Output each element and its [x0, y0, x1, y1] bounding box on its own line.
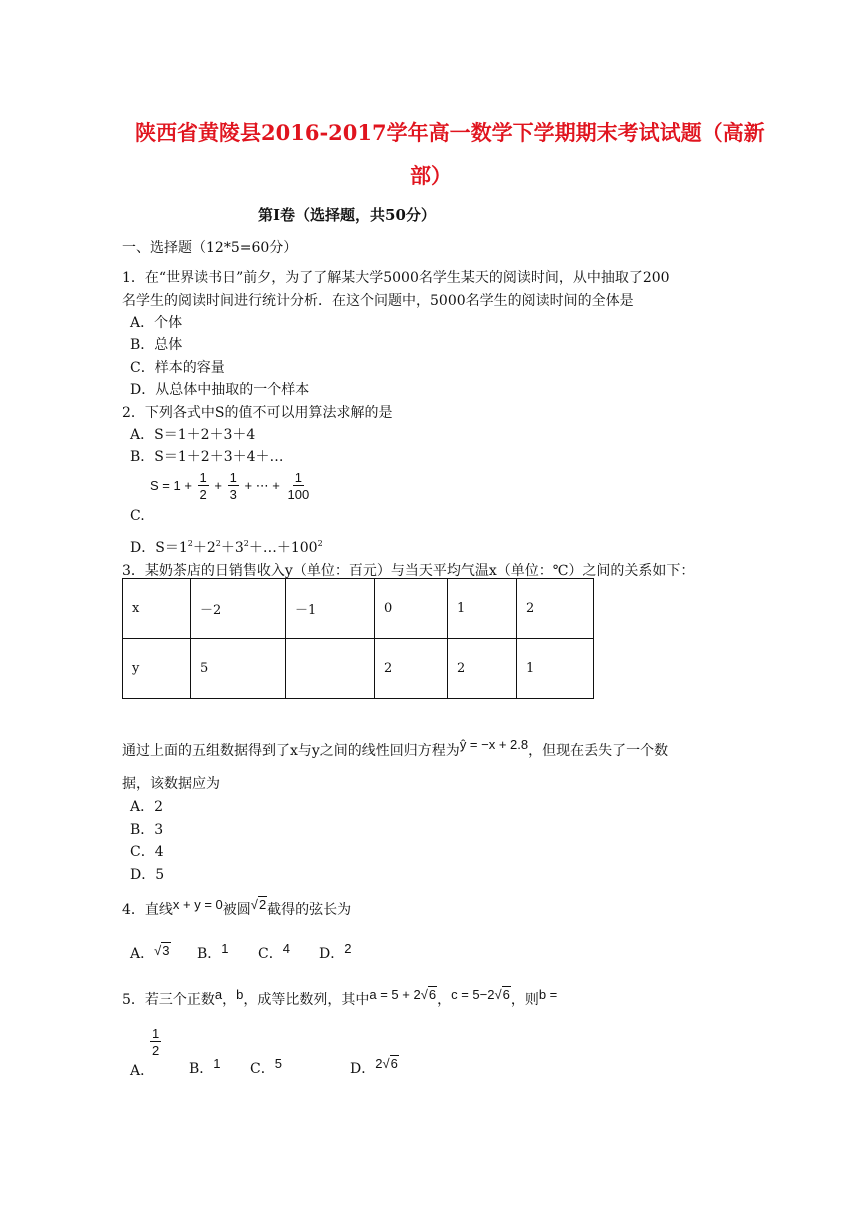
q5-option-c: C．5 [250, 1056, 282, 1077]
q3-option-a: A．2 [130, 799, 164, 815]
fraction-1-100: $\frac{1}{100}$ [287, 470, 310, 502]
sqrt-2: √2 [250, 897, 267, 912]
part-heading: 一、选择题（12*5=60分） [122, 240, 298, 256]
table-cell-missing [286, 639, 375, 699]
q3-stem: 3．某奶茶店的日销售收入y（单位：百元）与当天平均气温x（单位：℃）之间的关系如下： [122, 563, 695, 579]
q2-option-d: D．$S=1^2+2^2+3^2+\dots+100^2$ [130, 539, 323, 556]
q5-option-a-fraction: $\frac{1}{2}$ [152, 1026, 160, 1058]
q2-option-c-formula: S = 1 + $\frac{1}{2}$ + $\frac{1}{3}$ + ⋯ + $\frac{1}{100}$ [150, 470, 310, 502]
q1-option-a: A．个体 [130, 315, 183, 331]
q2-option-a: A．S＝1＋2＋3＋4 [130, 427, 256, 443]
table-row-x [123, 579, 594, 639]
q2-option-c-label: C. [130, 508, 145, 524]
exam-title-line2: 部） [410, 163, 452, 188]
q1-option-d: D．从总体中抽取的一个样本 [130, 382, 310, 398]
table-cell: 2 [448, 639, 517, 699]
q5-option-b: B．1 [189, 1056, 221, 1077]
table-cell: －1 [286, 579, 375, 639]
q1-stem-line2: 名学生的阅读时间进行统计分析．在这个问题中，5000名学生的阅读时间的全体是 [122, 293, 634, 309]
q3-option-c: C．4 [130, 844, 164, 860]
q2-stem: 2．下列各式中S的值不可以用算法求解的是 [122, 405, 393, 421]
q5-stem: 5．若三个正数a，b，成等比数列，其中a = 5 + 2√6，c = 5−2√6，则b = [122, 987, 558, 1008]
regression-equation: ŷ = −x + 2.8 [459, 737, 529, 752]
q3-option-d: D．5 [130, 867, 165, 883]
q3-option-b: B．3 [130, 822, 164, 838]
table-cell: 2 [517, 579, 594, 639]
exam-title-line1: 陕西省黄陵县2016-2017学年高一数学下学期期末考试试题（高新 [135, 120, 765, 145]
line-equation: x + y = 0 [172, 897, 223, 912]
fraction-1-3: $\frac{1}{3}$ [229, 470, 237, 502]
fraction-1-2: $\frac{1}{2}$ [199, 470, 207, 502]
q4-option-b: B．1 [197, 941, 229, 962]
table-cell: 5 [191, 639, 286, 699]
table-cell: y [123, 639, 191, 699]
table-row-y [123, 639, 594, 699]
q3-data-table [122, 578, 594, 699]
q5-option-a-label: A． [130, 1063, 155, 1079]
section-title: 第Ⅰ卷（选择题，共50分） [258, 206, 436, 224]
q1-stem-line1: 1．在“世界读书日”前夕，为了了解某大学5000名学生某天的阅读时间，从中抽取了200 [122, 270, 670, 286]
q4-option-d: D．2 [319, 941, 352, 962]
q3-after-text-line2: 据，该数据应为 [122, 776, 220, 792]
q1-option-b: B．总体 [130, 337, 183, 353]
table-cell: 2 [375, 639, 448, 699]
q4-stem: 4．直线x + y = 0被圆√2截得的弦长为 [122, 897, 352, 918]
q2-option-b: B．S＝1＋2＋3＋4＋… [130, 449, 284, 465]
q3-after-text-line1: 通过上面的五组数据得到了x与y之间的线性回归方程为ŷ = −x + 2.8，但现在丢失了一个数 [122, 737, 669, 759]
table-cell: 0 [375, 579, 448, 639]
table-cell: －2 [191, 579, 286, 639]
table-cell: x [123, 579, 191, 639]
q4-option-c: C．4 [258, 941, 290, 962]
q1-option-c: C．样本的容量 [130, 360, 225, 376]
table-cell: 1 [517, 639, 594, 699]
q5-option-d: D．2√6 [350, 1056, 398, 1077]
q4-option-a: A．√3 [130, 943, 170, 962]
table-cell: 1 [448, 579, 517, 639]
